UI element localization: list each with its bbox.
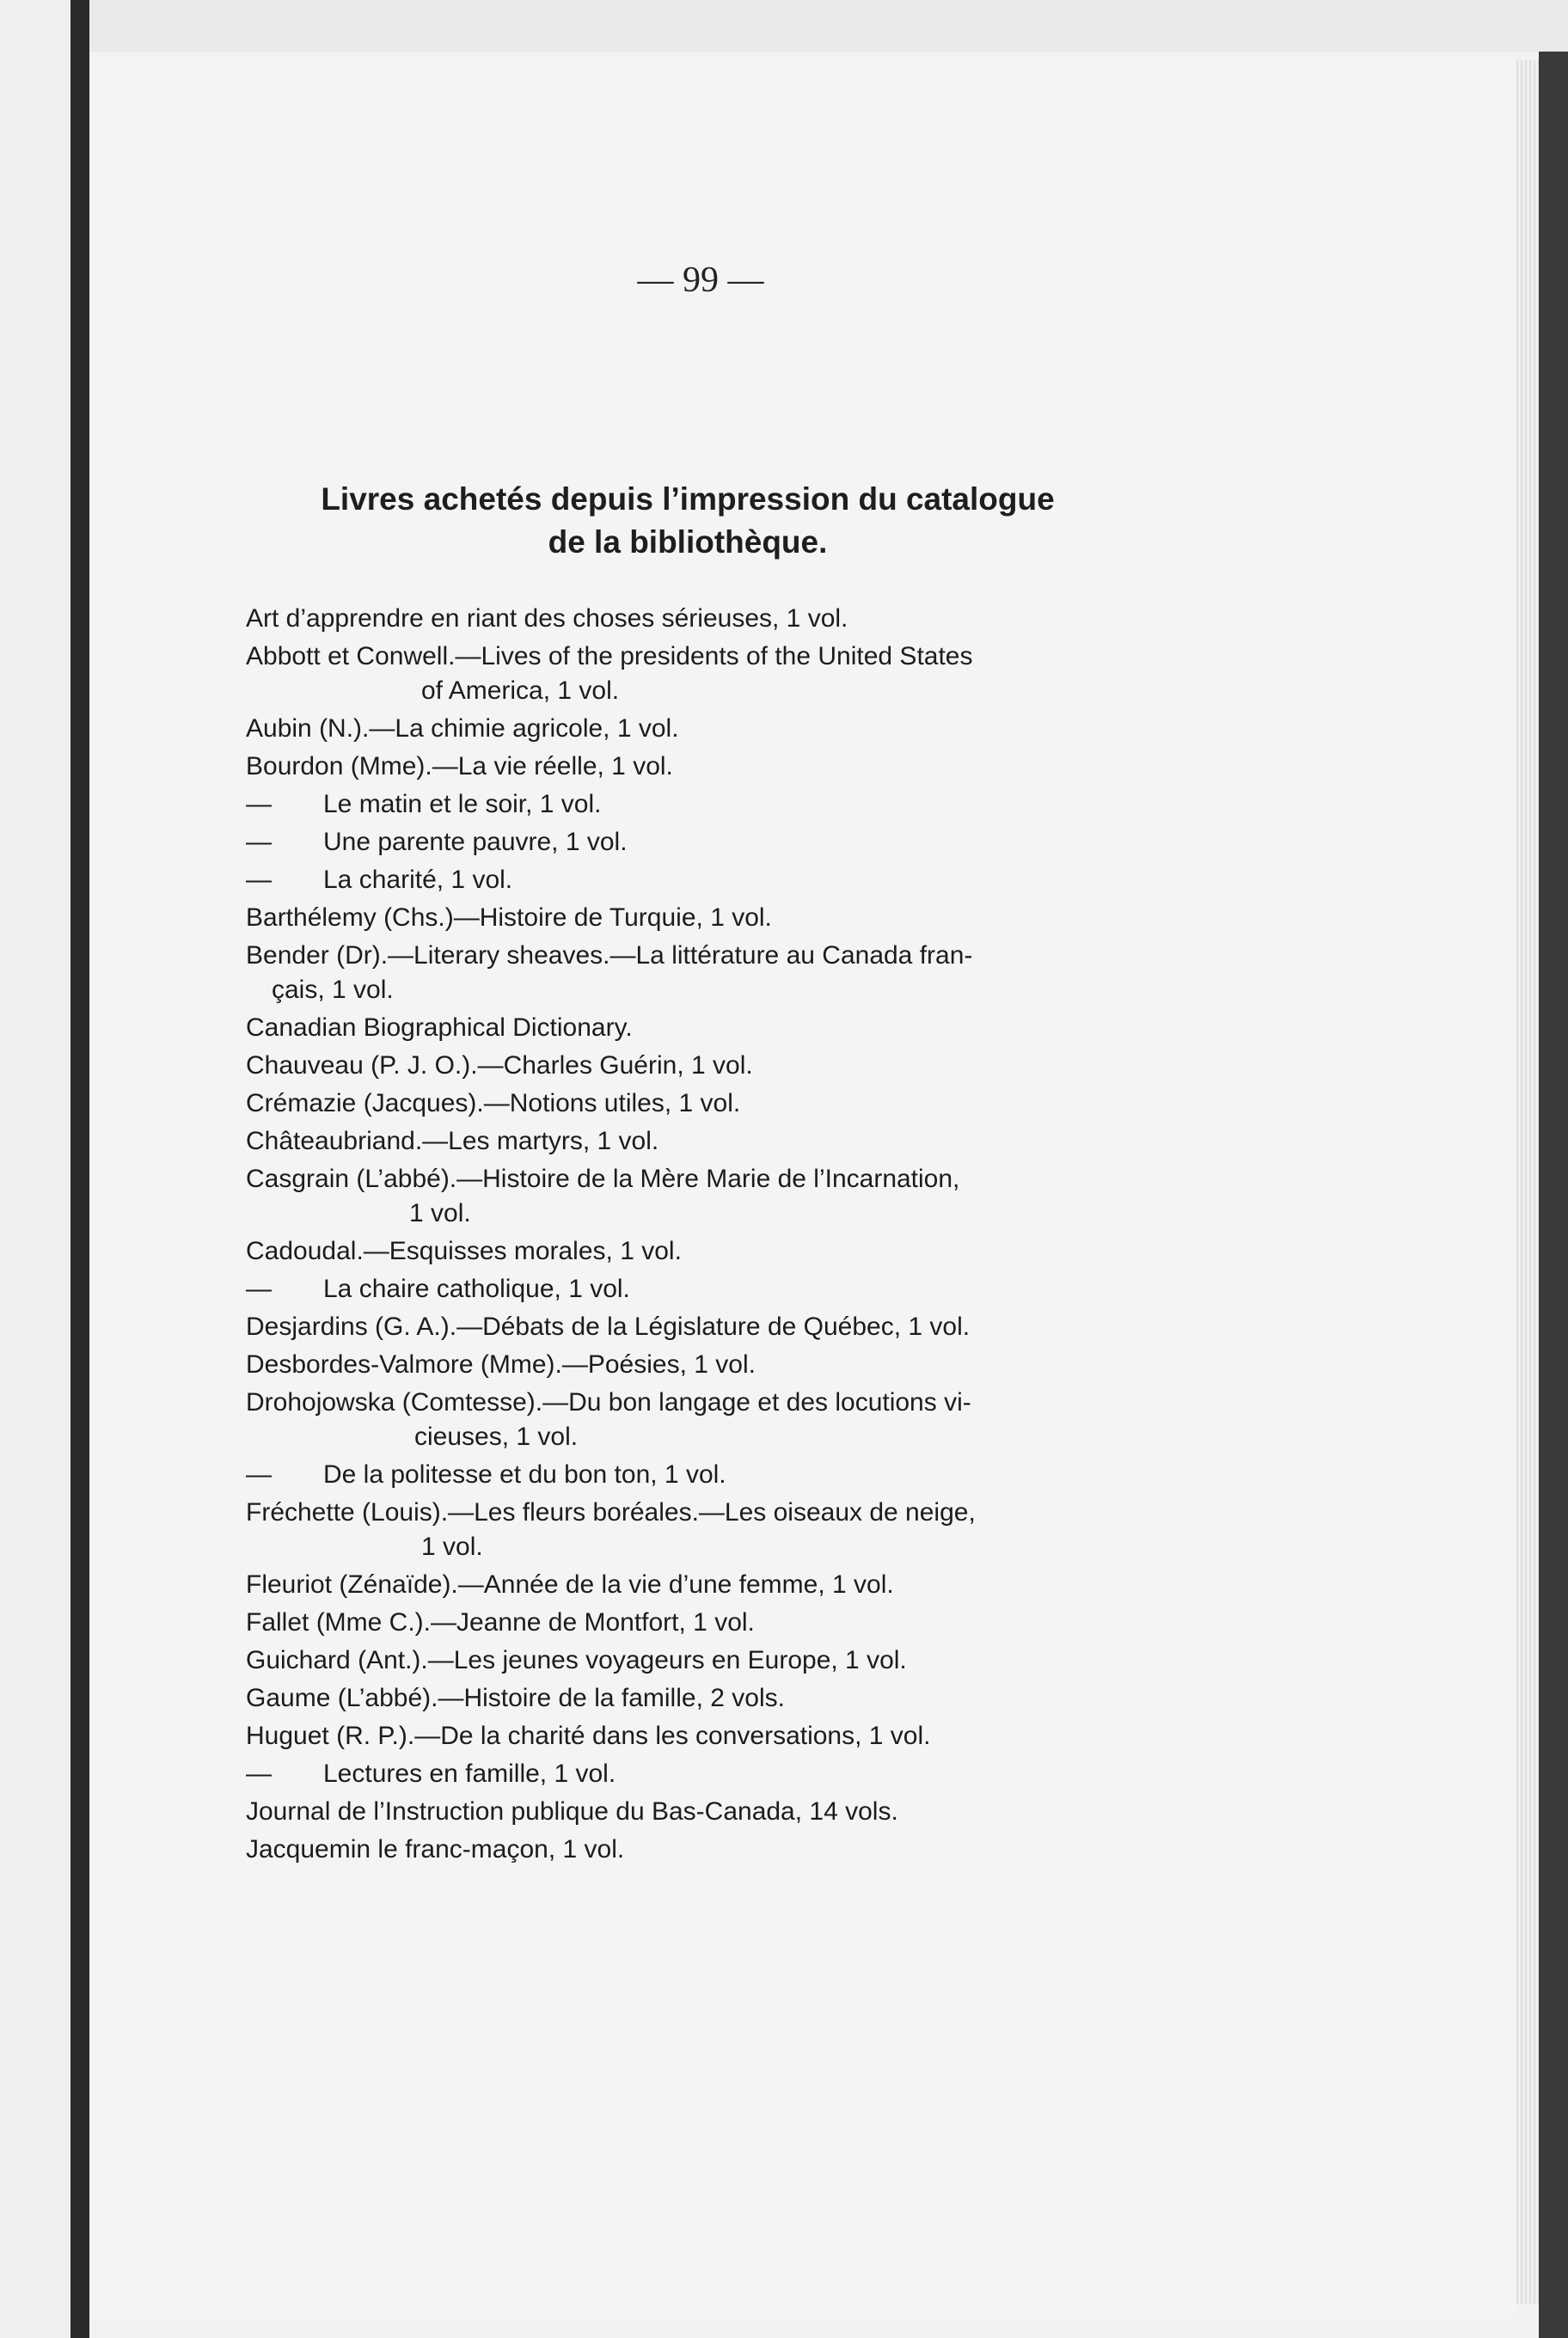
- entry-text: Casgrain (L’abbé).—Histoire de la Mère Marie de l’Incarnation,: [246, 1165, 960, 1193]
- list-item: [246, 1681, 1140, 1716]
- list-item: [246, 1162, 1140, 1231]
- list-item: [246, 640, 1140, 708]
- list-item: [246, 1011, 1140, 1045]
- list-item: [246, 1757, 1140, 1791]
- entry-text: Fallet (Mme C.).—Jeanne de Montfort, 1 vol.: [246, 1608, 755, 1637]
- entry-text: Gaume (L’abbé).—Histoire de la famille, 2 vols.: [246, 1684, 785, 1712]
- list-item: [246, 1496, 1140, 1564]
- entry-continuation: 1 vol.: [421, 1533, 483, 1561]
- ditto-dash: —: [246, 1275, 272, 1303]
- ditto-dash: —: [246, 866, 272, 894]
- list-item: [246, 1643, 1140, 1678]
- entry-text: Crémazie (Jacques).—Notions utiles, 1 vol.: [246, 1089, 741, 1117]
- ditto-dash: —: [246, 828, 272, 856]
- entry-text: Abbott et Conwell.—Lives of the presidents of the United States: [246, 642, 973, 670]
- entry-text: Bourdon (Mme).—La vie réelle, 1 vol.: [246, 752, 673, 780]
- entry-text: Desbordes-Valmore (Mme).—Poésies, 1 vol.: [246, 1350, 756, 1379]
- entry-text: Barthélemy (Chs.)—Histoire de Turquie, 1 vol.: [246, 903, 772, 932]
- entry-text: Journal de l’Instruction publique du Bas-Canada, 14 vols.: [246, 1797, 898, 1826]
- ditto-dash: —: [246, 1760, 272, 1788]
- list-item: [246, 712, 1140, 746]
- entry-text: Chauveau (P. J. O.).—Charles Guérin, 1 vol.: [246, 1051, 753, 1080]
- entry-text: Art d’apprendre en riant des choses sérieuses, 1 vol.: [246, 604, 848, 633]
- entry-text: De la politesse et du bon ton, 1 vol.: [323, 1460, 726, 1489]
- entry-text: Huguet (R. P.).—De la charité dans les conversations, 1 vol.: [246, 1722, 931, 1750]
- list-item: [246, 1386, 1140, 1454]
- list-item: [246, 1086, 1140, 1121]
- entry-text: Châteaubriand.—Les martyrs, 1 vol.: [246, 1127, 659, 1155]
- list-item: [246, 939, 1140, 1007]
- list-item: [246, 825, 1140, 860]
- list-item: [246, 863, 1140, 897]
- list-item: [246, 1719, 1140, 1754]
- list-item: [246, 1234, 1140, 1269]
- right-background: [1539, 52, 1568, 2338]
- entry-text: Fleuriot (Zénaïde).—Année de la vie d’une femme, 1 vol.: [246, 1570, 894, 1599]
- list-item: [246, 1458, 1140, 1492]
- entry-continuation: çais, 1 vol.: [272, 976, 394, 1004]
- list-item: [246, 901, 1140, 935]
- book-spine: [0, 0, 70, 2338]
- page-number: — 99 —: [637, 260, 764, 300]
- entry-text: Lectures en famille, 1 vol.: [323, 1760, 616, 1788]
- list-item: [246, 1833, 1140, 1867]
- entry-text: La charité, 1 vol.: [323, 866, 513, 894]
- page-heading: [258, 478, 1118, 564]
- list-item: [246, 1568, 1140, 1602]
- spine-shadow: [70, 0, 89, 2338]
- list-item: [246, 1272, 1140, 1307]
- entry-text: Guichard (Ant.).—Les jeunes voyageurs en Europe, 1 vol.: [246, 1646, 907, 1674]
- background-top: [0, 0, 1568, 52]
- entry-continuation: 1 vol.: [409, 1199, 471, 1227]
- entry-text: Desjardins (G. A.).—Débats de la Législature de Québec, 1 vol.: [246, 1313, 971, 1341]
- entries-list: [246, 602, 1140, 1870]
- entry-text: Une parente pauvre, 1 vol.: [323, 828, 628, 856]
- list-item: [246, 1310, 1140, 1344]
- list-item: [246, 787, 1140, 822]
- entry-text: Canadian Biographical Dictionary.: [246, 1013, 633, 1042]
- list-item: [246, 1049, 1140, 1083]
- heading-line-1: Livres achetés depuis l’impression du catalogue: [321, 481, 1055, 517]
- page-edges: [1516, 60, 1539, 2304]
- entry-text: La chaire catholique, 1 vol.: [323, 1275, 630, 1303]
- ditto-dash: —: [246, 790, 272, 818]
- list-item: [246, 1795, 1140, 1829]
- entry-continuation: of America, 1 vol.: [421, 676, 620, 705]
- entry-text: Le matin et le soir, 1 vol.: [323, 790, 602, 818]
- list-item: [246, 1606, 1140, 1640]
- list-item: [246, 750, 1140, 784]
- entry-text: Cadoudal.—Esquisses morales, 1 vol.: [246, 1237, 682, 1265]
- entry-continuation: cieuses, 1 vol.: [414, 1423, 579, 1451]
- list-item: [246, 1348, 1140, 1382]
- ditto-dash: —: [246, 1460, 272, 1489]
- entry-text: Jacquemin le franc-maçon, 1 vol.: [246, 1835, 625, 1864]
- entry-text: Fréchette (Louis).—Les fleurs boréales.—Les oiseaux de neige,: [246, 1498, 976, 1527]
- entry-text: Bender (Dr).—Literary sheaves.—La littérature au Canada fran-: [246, 941, 973, 970]
- entry-text: Aubin (N.).—La chimie agricole, 1 vol.: [246, 714, 679, 743]
- heading-line-2: de la bibliothèque.: [548, 524, 828, 560]
- list-item: [246, 1124, 1140, 1159]
- list-item: [246, 602, 1140, 636]
- entry-text: Drohojowska (Comtesse).—Du bon langage et des locutions vi-: [246, 1388, 971, 1417]
